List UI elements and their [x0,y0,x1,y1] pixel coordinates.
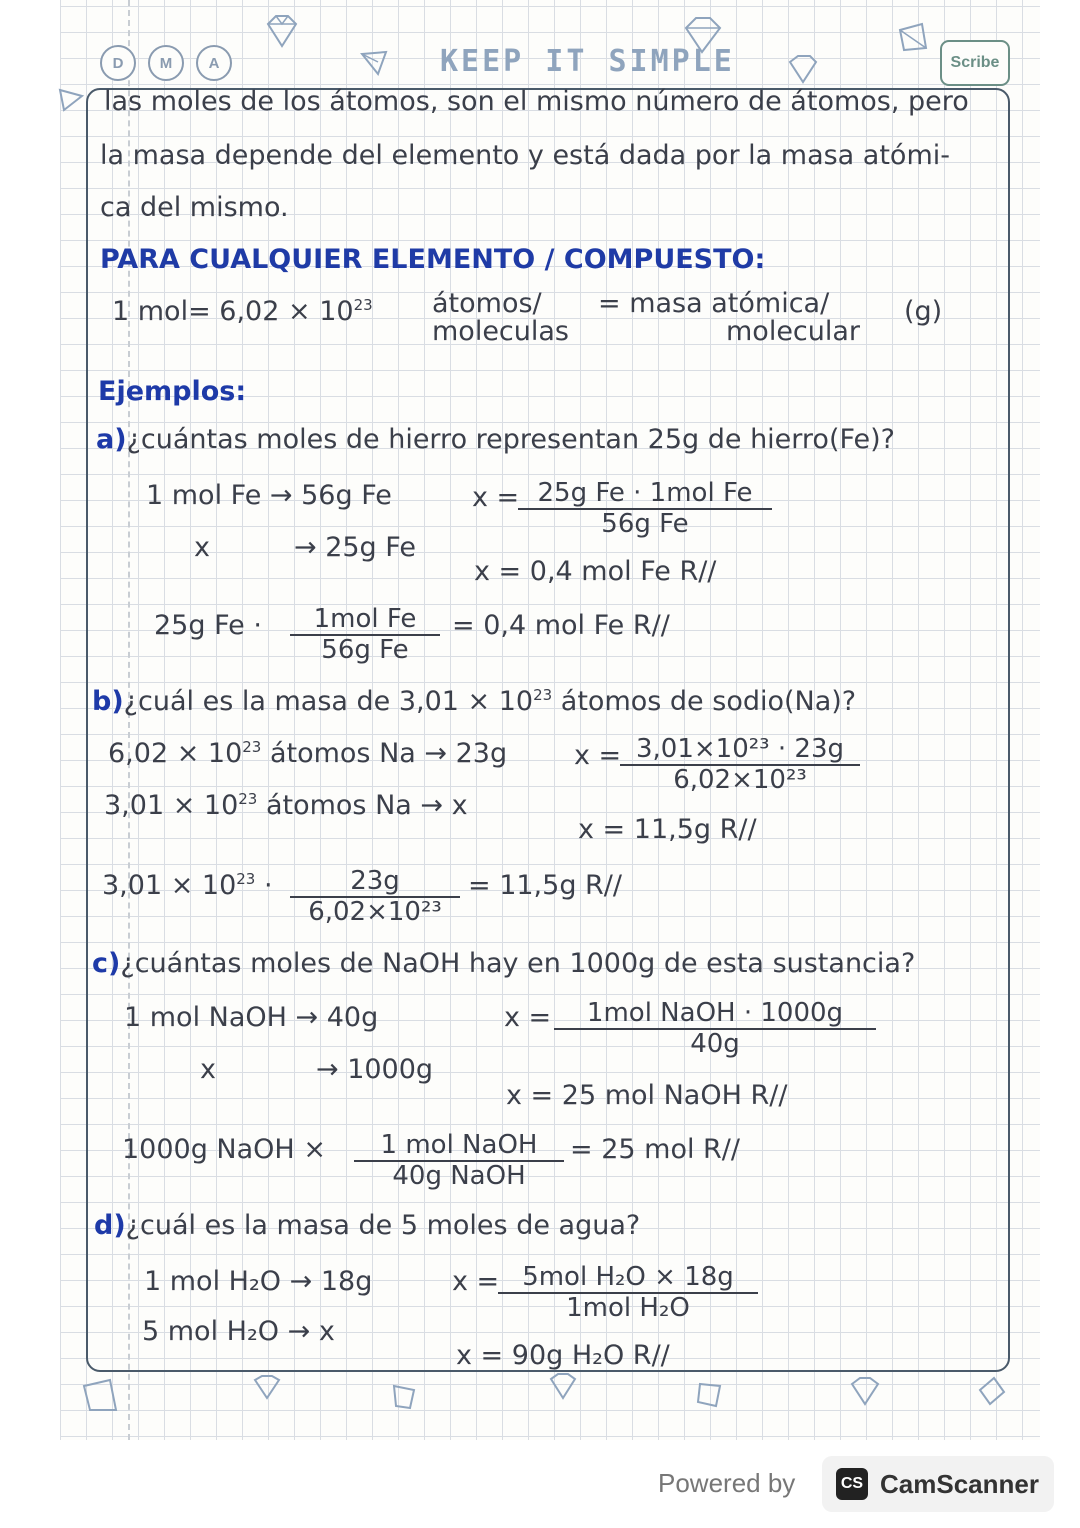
diamond-icon [390,1382,420,1412]
a-rule-1: 1 mol Fe → 56g Fe [146,480,392,511]
day-circle-d: D [100,45,136,81]
b-fraction: $\frac{\text{3,01×10²³ · 23g}}{\text{6,02×10²³}}$ [620,734,860,794]
c-rule-2: → 1000g [316,1054,434,1085]
intro-line-1: las moles de los átomos, son el mismo número de átomos, pero [104,86,969,117]
a-fraction: 25g Fe · 1mol Fe 56g Fe [518,478,772,538]
c-fraction: 1mol NaOH · 1000g 40g [554,998,876,1058]
formula-atoms: átomos/ moleculas [432,288,570,347]
a-frac-prefix: x = [472,482,520,513]
scribe-badge: Scribe [940,40,1010,86]
diamond-icon [56,86,86,114]
diamond-icon [252,1374,282,1402]
camscanner-badge [822,1456,1054,1512]
brand-title: KEEP IT SIMPLE [440,44,735,79]
diamond-icon [548,1372,578,1400]
c-alt-left: 1000g NaOH × [122,1134,326,1165]
c-rule-1: 1 mol NaOH → 40g [124,1002,379,1033]
b-alt-result: = 11,5g R// [468,870,622,901]
c-result: x = 25 mol NaOH R// [506,1080,788,1111]
mol-formula: 1 $mol= 6,02 \times 10^{23}$ [112,296,373,327]
d-rule-2: 5 mol H₂O → x [142,1316,335,1347]
section-heading: PARA CUALQUIER ELEMENTO / COMPUESTO: [100,244,766,275]
c-alt-result: = 25 mol R// [570,1134,741,1165]
c-frac-prefix: x = [504,1002,552,1033]
a-rule-2-x: x [194,532,210,563]
a-result: x = 0,4 mol Fe R// [474,556,717,587]
diamond-icon [848,1376,882,1406]
c-alt-fraction: 1 mol NaOH 40g NaOH [354,1130,564,1190]
diamond-icon [786,54,820,84]
diamond-icon [694,1380,724,1410]
d-frac-prefix: x = [452,1266,500,1297]
c-rule-2-x: x [200,1054,216,1085]
question-b: b)¿cuál es la masa de $3,01 \times 10^{23}$ átomos de sodio(Na)? [92,686,857,717]
b-rule-1: $6,02 \times 10^{23}$ átomos Na → 23g [108,738,508,769]
question-c: c)¿cuántas moles de NaOH hay en 1000g de esta sustancia? [92,948,916,979]
b-result: x = 11,5g R// [578,814,757,845]
b-frac-prefix: x = [574,740,622,771]
b-alt-left: $3,01 \times 10^{23}$ · [102,870,273,901]
a-alt-result: = 0,4 mol Fe R// [452,610,670,641]
d-fraction: 5mol H₂O × 18g 1mol H₂O [498,1262,758,1322]
powered-by-text: Powered by [658,1468,796,1498]
day-circle-a: A [196,45,232,81]
diamond-icon [262,14,302,50]
intro-line-2: la masa depende del elemento y está dada por la masa atómi- [100,140,950,171]
question-a: a)¿cuántas moles de hierro representan 25g de hierro(Fe)? [96,424,896,455]
camscanner-logo-icon: CS [836,1468,868,1500]
diamond-icon [358,48,392,78]
diamond-icon [680,16,724,56]
diamond-icon [976,1376,1008,1406]
d-rule-1: 1 mol H₂O → 18g [144,1266,373,1297]
diamond-icon [80,1376,120,1416]
formula-mass: = masa atómica/ molecular [598,288,861,347]
formula-unit: (g) [904,296,943,327]
b-rule-2: $3,01 \times 10^{23}$ átomos Na → x [104,790,468,821]
question-d: d)¿cuál es la masa de 5 moles de agua? [94,1210,641,1241]
camscanner-name: CamScanner [880,1468,1039,1499]
a-alt-left: 25g Fe · [154,610,262,641]
d-result: x = 90g H₂O R// [456,1340,670,1371]
intro-line-3: ca del mismo. [100,192,289,223]
a-rule-2: → 25g Fe [294,532,416,563]
day-circle-m: M [148,45,184,81]
diamond-icon [896,22,930,54]
a-alt-fraction: 1mol Fe 56g Fe [290,604,440,664]
b-alt-fraction: $\frac{23g}{\text{6,02×10²³}}$ [290,866,460,926]
examples-title: Ejemplos: [98,376,247,407]
